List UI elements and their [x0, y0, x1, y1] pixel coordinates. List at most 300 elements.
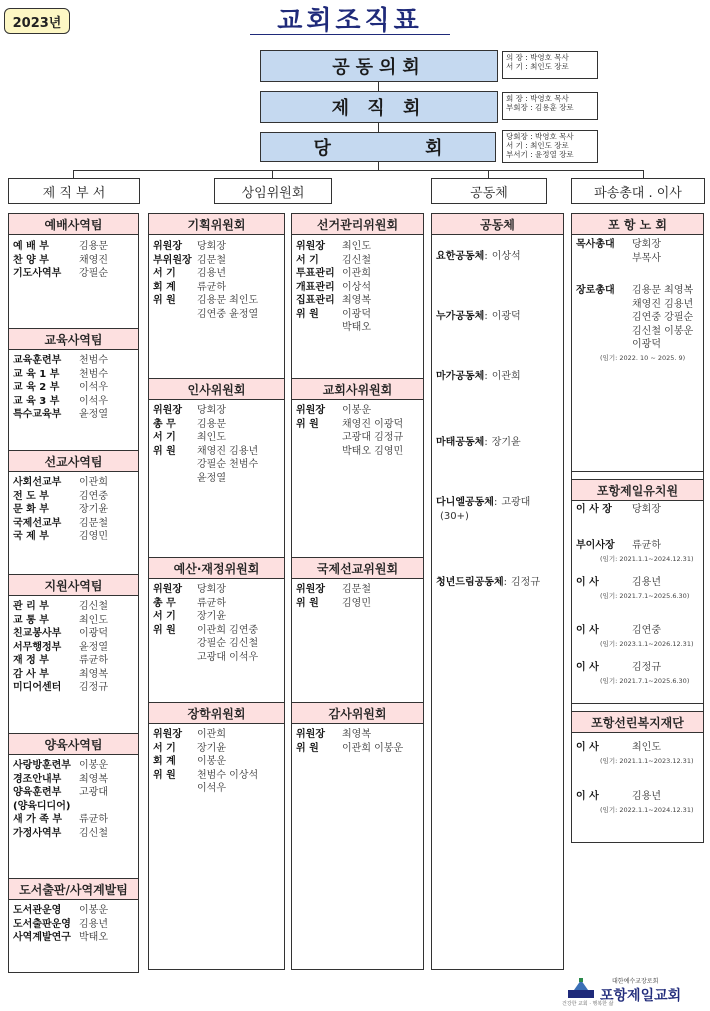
row-role: 위원장: [296, 729, 325, 740]
section-row: [576, 790, 701, 804]
delegate-name: 당회장: [632, 239, 661, 250]
section-header: 포 항 노 회: [572, 214, 703, 235]
info-key: 서 기: [506, 62, 523, 71]
delegate-role: 이 사: [576, 742, 599, 753]
row-name: 김용문 최인도: [197, 295, 259, 306]
row-role: 위원장: [296, 241, 325, 252]
section-row: [153, 431, 282, 445]
row-role: 도서출판운영: [13, 918, 71, 930]
delegate-role: 부이사장: [576, 540, 615, 551]
delegate-role: [576, 252, 628, 266]
section-row: [153, 445, 282, 459]
section-row: [153, 610, 282, 624]
community-row: [436, 496, 561, 523]
section-row: [296, 240, 421, 254]
row-role: 사역계발연구: [13, 932, 71, 943]
section-row: [13, 614, 136, 628]
section-row: [296, 281, 421, 295]
row-role: [296, 321, 338, 335]
delegates-column: [571, 213, 704, 843]
row-role: 서 기: [153, 268, 176, 279]
row-name: 이관희: [342, 268, 371, 279]
community-name: 다니엘공동체: [436, 497, 494, 508]
delegate-name: 김신철 이봉운: [632, 325, 694, 337]
community-row: [436, 370, 561, 384]
community-row: [436, 576, 561, 590]
section-row: [13, 931, 136, 945]
year-badge: 2023년: [4, 8, 70, 34]
row-role: 사회선교부: [13, 477, 62, 488]
row-name: 김문철: [79, 517, 108, 529]
row-role: 위원장: [153, 405, 182, 416]
row-name: 류균하: [197, 597, 226, 609]
community-row: [436, 436, 561, 450]
section-header: 포항선린복지재단: [572, 711, 703, 733]
delegate-name: 김용문 최영복: [632, 285, 694, 296]
section-row: [153, 458, 282, 472]
delegate-name: 김용년: [632, 577, 661, 588]
row-role: 위 원: [296, 742, 319, 754]
section-row: [153, 742, 282, 756]
row-role: [153, 308, 193, 322]
row-name: 최영복: [342, 295, 371, 306]
info-key: 당회장: [506, 132, 528, 141]
section-row: [153, 254, 282, 268]
section-rows: [13, 240, 136, 281]
delegate-name: 이광덕: [632, 339, 661, 350]
row-role: 투표관리: [296, 268, 335, 279]
row-role: 회 계: [153, 756, 176, 767]
row-name: 김신철: [79, 601, 108, 612]
section-header: 선거관리위원회: [292, 214, 423, 235]
section-row: [296, 254, 421, 268]
connector: [643, 170, 644, 178]
info-value: 김용훈 장로: [535, 103, 574, 112]
delegate-name: 김용년: [632, 791, 661, 802]
row-name: 천범수: [79, 368, 108, 380]
section-row: [576, 338, 701, 352]
section-header: 지원사역팀: [9, 574, 138, 596]
council-info: 의 장 : 박영호 목사 서 기 : 최인도 장로: [502, 51, 598, 79]
section-row: [153, 418, 282, 432]
section-rows: [153, 240, 282, 321]
info-value: 박영호 목사: [535, 132, 574, 141]
church-logo-icon: [566, 978, 596, 1000]
row-name: 김신철: [342, 254, 371, 266]
community-name: 청년드림공동체: [436, 577, 504, 588]
row-name: 고광대 이석우: [197, 651, 259, 663]
row-name: 이봉운: [79, 760, 108, 771]
section-row: [13, 786, 136, 800]
section-row: [576, 741, 701, 755]
row-name: 김정규: [79, 682, 108, 693]
delegate-role: [576, 338, 628, 352]
term-note: (임기: 2022. 10 ~ 2025. 9): [600, 353, 686, 362]
row-role: [153, 651, 193, 665]
community-name: 마태공동체: [436, 437, 485, 448]
row-role: 기도사역부: [13, 268, 62, 279]
community-row: [436, 310, 561, 324]
committee-column: [291, 213, 424, 970]
section-row: 마가공동체 : 이관희: [436, 371, 521, 382]
row-name: 김신철: [79, 827, 108, 839]
council-label: 공동의회: [332, 57, 426, 78]
row-name: 이봉운: [197, 756, 226, 767]
delegate-block: [576, 624, 701, 651]
section-row: [296, 294, 421, 308]
row-name: 이관희: [79, 477, 108, 488]
section-row: [13, 827, 136, 841]
section-header: 도서출판/사역계발팀: [9, 878, 138, 900]
section-header: 교육사역팀: [9, 328, 138, 350]
row-role: 총 무: [153, 418, 176, 430]
connector: [272, 170, 273, 178]
row-name: 강필순 천범수: [197, 459, 259, 470]
delegate-name: 류균하: [632, 540, 661, 551]
row-role: 교 육 1 부: [13, 368, 60, 380]
term-note: (임기: 2022.1.1~2024.12.31): [600, 805, 694, 814]
section-row: [153, 294, 282, 308]
row-name: 이광덕: [79, 628, 108, 639]
row-role: 특수교육부: [13, 409, 62, 420]
connector: [73, 170, 74, 178]
row-name: 이관희 김연중: [197, 624, 259, 636]
section-row: [13, 681, 136, 695]
section-row: [13, 654, 136, 668]
row-role: 관 리 부: [13, 601, 49, 612]
delegate-block: [576, 503, 701, 517]
row-role: 위 원: [153, 445, 176, 457]
section-row: 다니엘공동체 : 고광대: [436, 497, 531, 508]
section-row: [153, 404, 282, 418]
row-role: 위 원: [296, 597, 319, 609]
section-row: [13, 408, 136, 422]
row-name: 김문철: [342, 584, 371, 595]
row-name: 윤정열: [79, 409, 108, 420]
council-info: 당회장 : 박영호 목사 서 기 : 최인도 장로 부서기 : 윤정열 장로: [502, 130, 598, 163]
row-name: 이봉운: [342, 405, 371, 416]
committee-column: [148, 213, 285, 970]
section-row: [13, 800, 136, 814]
row-role: 교 육 3 부: [13, 395, 60, 407]
section-row: [153, 597, 282, 611]
section-rows: [296, 728, 421, 755]
delegate-role: [576, 325, 628, 339]
row-role: [153, 472, 193, 486]
row-name: 이석우: [197, 783, 226, 794]
section-header: 국제선교위원회: [292, 557, 423, 579]
section-row: [153, 769, 282, 783]
section-row: [576, 284, 701, 298]
delegate-block: [576, 539, 701, 566]
row-role: 양육훈련부: [13, 787, 62, 798]
section-row: [576, 298, 701, 312]
section-rows: [13, 600, 136, 695]
row-name: 김영민: [79, 531, 108, 542]
row-name: 최영복: [79, 773, 108, 785]
section-rows: [296, 583, 421, 610]
community-name: 요한공동체: [436, 251, 485, 262]
row-name: 최영복: [79, 668, 108, 680]
community-leader: 이관희: [491, 371, 521, 382]
term-note: (임기: 2021.7.1~2025.6.30): [600, 591, 690, 600]
row-role: 서 기: [153, 611, 176, 622]
section-row: [153, 637, 282, 651]
section-row: [576, 624, 701, 638]
section-row: [296, 321, 421, 335]
row-role: 예 배 부: [13, 241, 49, 252]
row-name: 천범수: [79, 355, 108, 366]
community-leader: 이광덕: [491, 311, 521, 322]
row-role: 전 도 부: [13, 490, 49, 502]
logo-slogan: 건강한 교회 · 행복한 삶: [562, 1001, 614, 1007]
info-value: 박영호 목사: [530, 53, 569, 62]
council-label: 당 회: [313, 138, 487, 159]
section-row: [153, 240, 282, 254]
section-row: [13, 600, 136, 614]
row-role: [296, 431, 338, 445]
row-role: 재 정 부: [13, 655, 49, 666]
row-role: 교 육 2 부: [13, 382, 60, 393]
community-name: 누가공동체: [436, 311, 485, 322]
section-row: [13, 668, 136, 682]
delegate-role: 장로총대: [576, 285, 615, 296]
row-name: 김용문: [197, 418, 226, 430]
section-row: [153, 624, 282, 638]
section-row: 누가공동체 : 이광덕: [436, 311, 521, 322]
section-rows: [153, 728, 282, 796]
row-role: 총 무: [153, 597, 176, 609]
section-row: [13, 254, 136, 268]
row-role: 서 기: [153, 742, 176, 754]
section-row: [576, 311, 701, 325]
delegate-name: 최인도: [632, 742, 661, 753]
delegate-role: 이 사 장: [576, 504, 612, 515]
section-row: [576, 539, 701, 553]
section-row: [296, 308, 421, 322]
section-row: [153, 308, 282, 322]
section-row: [153, 281, 282, 295]
row-name: 최영복: [342, 729, 371, 740]
category-header: 공동체: [431, 178, 547, 204]
row-role: 위원장: [296, 405, 325, 416]
section-row: [13, 530, 136, 544]
row-role: 사랑방훈련부: [13, 760, 71, 771]
delegate-role: 이 사: [576, 625, 599, 636]
info-key: 회 장: [506, 94, 523, 103]
info-value: 최인도 장로: [530, 141, 569, 150]
connector: [488, 170, 489, 178]
row-name: 최인도: [79, 614, 108, 626]
section-row: [13, 503, 136, 517]
section-row: [153, 583, 282, 597]
row-role: 서무행정부: [13, 641, 62, 653]
section-rows: [153, 583, 282, 664]
row-name: 채영진 이광덕: [342, 418, 404, 430]
section-divider: [572, 471, 703, 472]
section-row: [296, 583, 421, 597]
section-row: [13, 240, 136, 254]
delegate-block: [576, 661, 701, 688]
section-row: [576, 576, 701, 590]
row-name: 최인도: [197, 432, 226, 443]
section-row: [13, 267, 136, 281]
section-header: 감사위원회: [292, 702, 423, 724]
section-row: [13, 395, 136, 409]
row-name: 장기윤: [197, 611, 226, 622]
delegate-role: 이 사: [576, 791, 599, 802]
delegate-name: 김연중 강필순: [632, 312, 694, 323]
row-role: [153, 637, 193, 651]
row-role: 교 통 부: [13, 614, 49, 626]
delegate-role: 이 사: [576, 662, 599, 673]
section-header: 기획위원회: [149, 214, 284, 235]
council-label: 제 직 회: [331, 98, 427, 119]
row-name: 윤정열: [79, 641, 108, 653]
row-name: 박태오 김영민: [342, 445, 404, 457]
delegate-block: [576, 790, 701, 817]
section-header: 장학위원회: [149, 702, 284, 724]
section-header: 예배사역팀: [9, 214, 138, 235]
info-key: 부회장: [506, 103, 528, 112]
row-role: 교육훈련부: [13, 355, 62, 366]
delegate-role: 이 사: [576, 577, 599, 588]
info-value: 박영호 목사: [530, 94, 569, 103]
section-row: [13, 381, 136, 395]
delegate-block: [576, 284, 701, 365]
row-name: 당회장: [197, 584, 226, 595]
section-row: [13, 641, 136, 655]
row-role: 국제선교부: [13, 517, 62, 529]
section-rows: [13, 759, 136, 840]
row-name: 채영진: [79, 254, 108, 266]
row-name: 김용년: [79, 918, 108, 930]
row-role: 문 화 부: [13, 504, 49, 515]
community-leader: 김정규: [511, 577, 540, 588]
row-role: 도서관운영: [13, 905, 62, 916]
delegate-block: [576, 741, 701, 768]
section-header: 포항제일유치원: [572, 479, 703, 501]
row-role: 위원장: [153, 584, 182, 595]
section-row: [13, 368, 136, 382]
section-row: [576, 252, 701, 266]
section-row: [153, 755, 282, 769]
section-header: 예산·재정위원회: [149, 557, 284, 579]
info-key: 부서기: [506, 150, 528, 159]
section-row: [13, 813, 136, 827]
section-header: 교회사위원회: [292, 378, 423, 400]
row-name: 이상석: [342, 281, 371, 293]
section-rows: [153, 404, 282, 485]
delegate-block: [576, 238, 701, 265]
row-name: 채영진 김용년: [197, 445, 259, 457]
row-role: 가정사역부: [13, 827, 62, 839]
row-role: 미디어센터: [13, 682, 62, 693]
delegate-role: [576, 311, 628, 325]
category-header: 제 직 부 서: [8, 178, 140, 204]
section-row: [153, 782, 282, 796]
row-role: 국 제 부: [13, 531, 49, 542]
info-value: 최인도 장로: [530, 62, 569, 71]
council-box: [260, 50, 498, 82]
section-header: 공동체: [432, 214, 563, 235]
community-name: 마가공동체: [436, 371, 485, 382]
term-note: (임기: 2021.1.1~2024.12.31): [600, 554, 694, 563]
community-note: (30+): [440, 510, 469, 522]
section-row: [576, 238, 701, 252]
row-role: 위원장: [153, 241, 182, 252]
row-role: 서 기: [153, 432, 176, 443]
row-name: 고광대 김정규: [342, 432, 404, 443]
section-row: [296, 404, 421, 418]
section-row: [296, 418, 421, 432]
section-row: 마태공동체 : 장기윤: [436, 437, 521, 448]
row-role: 위 원: [153, 769, 176, 781]
section-row: [153, 651, 282, 665]
row-name: 김연중 윤정열: [197, 308, 259, 320]
section-row: [296, 742, 421, 756]
section-row: [296, 267, 421, 281]
community-leader: 이상석: [491, 251, 521, 262]
delegate-role: 목사총대: [576, 239, 615, 250]
section-row: [296, 431, 421, 445]
delegate-block: [576, 576, 701, 603]
council-box: [260, 91, 498, 123]
row-role: (양육디디어): [13, 800, 71, 812]
section-row: [153, 728, 282, 742]
row-name: 류균하: [197, 281, 226, 293]
delegate-name: 김정규: [632, 662, 661, 673]
connector: [73, 170, 643, 171]
section-rows: [13, 354, 136, 422]
row-name: 김영민: [342, 597, 371, 609]
section-rows: [13, 904, 136, 945]
row-name: 이석우: [79, 382, 108, 393]
row-name: 류균하: [79, 814, 108, 825]
row-name: 김연중: [79, 490, 108, 502]
term-note: (임기: 2021.1.1~2023.12.31): [600, 756, 694, 765]
row-name: 이봉운: [79, 905, 108, 916]
category-header: 상임위원회: [214, 178, 332, 204]
section-row: 요한공동체 : 이상석: [436, 251, 521, 262]
section-row: [13, 476, 136, 490]
section-divider: [572, 703, 703, 704]
section-row: [576, 503, 701, 517]
row-name: 장기윤: [197, 742, 226, 754]
section-row: [296, 445, 421, 459]
row-role: 집표관리: [296, 295, 335, 306]
row-role: 친교봉사부: [13, 628, 62, 639]
delegate-role: [576, 298, 628, 312]
info-key: 서 기: [506, 141, 523, 150]
row-role: 위원장: [296, 584, 325, 595]
row-name: 이석우: [79, 395, 108, 407]
row-name: 고광대: [79, 787, 108, 798]
section-row: [13, 904, 136, 918]
page-title: 교회조직표: [277, 6, 423, 36]
row-role: 위 원: [296, 308, 319, 320]
row-role: 위 원: [153, 624, 176, 636]
row-role: 서 기: [296, 254, 319, 266]
row-name: 이광덕: [342, 308, 371, 320]
delegate-name: 부목사: [632, 252, 661, 264]
row-name: 윤정열: [197, 472, 226, 484]
connector: [378, 162, 379, 170]
section-rows: [13, 476, 136, 544]
category-header: 파송총대 . 이사: [571, 178, 705, 204]
term-note: (임기: 2021.7.1~2025.6.30): [600, 676, 690, 685]
row-name: 이관희 이봉운: [342, 742, 404, 754]
